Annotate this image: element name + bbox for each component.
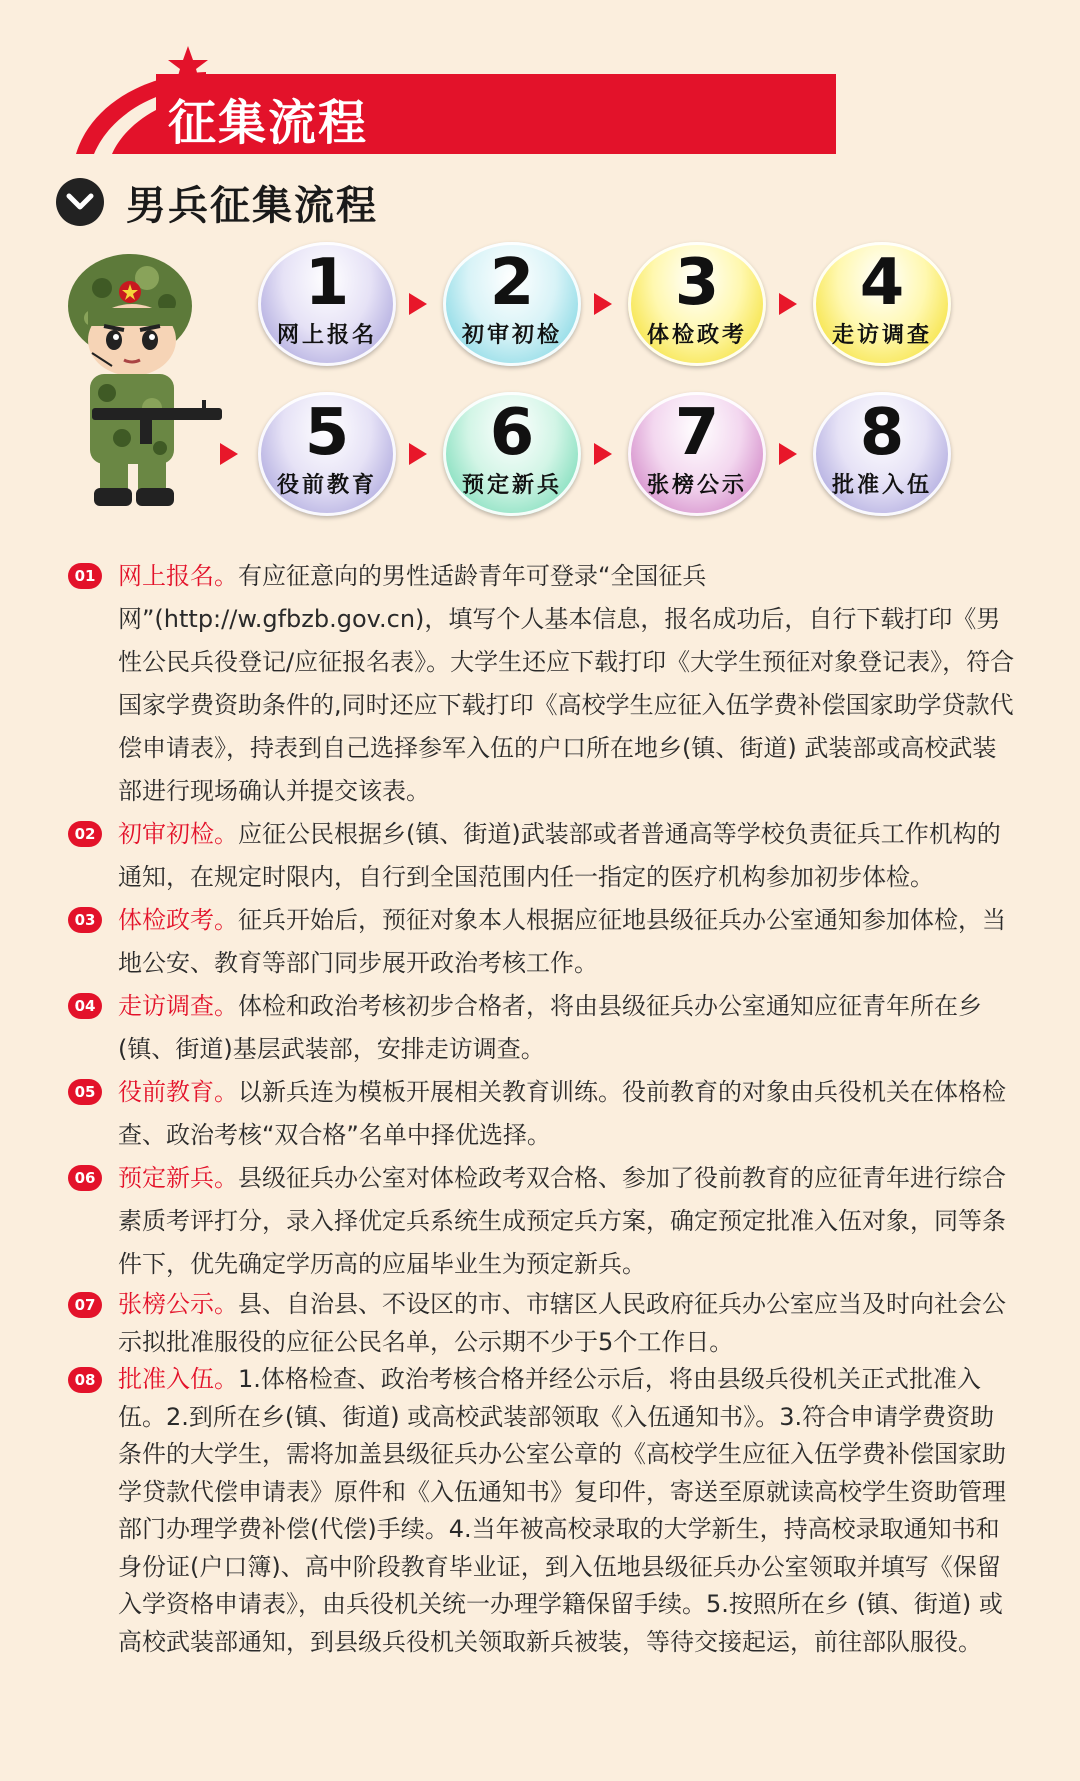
arrow-icon [594,293,612,315]
step-label: 张榜公示 [646,473,747,498]
list-item [68,813,1018,899]
step-number: 8 [859,396,905,470]
step-number: 6 [489,396,535,470]
step-number: 1 [304,246,350,320]
item-title: 张榜公示。 [118,1290,238,1318]
item-text: 县级征兵办公室对体检政考双合格、参加了役前教育的应征青年进行综合素质考评打分，录入择优定兵系统生成预定兵方案，确定预定批准入伍对象，同等条件下，优先确定学历高的应届毕业生为预定新兵。 [118,1164,1006,1278]
chevron-down-icon [56,178,104,226]
arrow-icon [409,443,427,465]
step-2 [443,242,581,366]
list-item [68,1157,1018,1286]
arrow-icon [779,443,797,465]
list-item [68,1286,1018,1361]
item-badge: 08 [68,1367,102,1393]
step-number: 4 [859,246,905,320]
step-label: 批准入伍 [831,473,932,498]
item-text: 1.体格检查、政治考核合格并经公示后，将由县级兵役机关正式批准入伍。2.到所在乡(镇、街道) 或高校武装部领取《入伍通知书》。3.符合申请学费资助条件的大学生，需将加盖县级征兵办公室公章的《高校学生应征入伍学费补偿国家助学贷款代偿申请表》原件和《入伍通知书》复印件，寄送至原就读高校学生资助管理部门办理学费补偿(代偿)手续。4.当年被高校录取的大学新生，持高校录取通知书和身份证(户口簿)、高中阶段教育毕业证，到入伍地县级征兵办公室领取并填写《保留入学资格申请表》，由兵役机关统一办理学籍保留手续。5.按照所在乡 (镇、街道) 或高校武装部通知，到县级兵役机关领取新兵被装，等待交接起运，前往部队服役。 [118,1365,1006,1656]
process-description-list [68,555,1018,1661]
step-label: 体检政考 [646,323,747,348]
item-badge: 03 [68,907,102,933]
item-title: 走访调查。 [118,992,238,1020]
step-6 [443,392,581,516]
item-badge: 05 [68,1079,102,1105]
item-text: 体检和政治考核初步合格者，将由县级征兵办公室通知应征青年所在乡(镇、街道)基层武装部，安排走访调查。 [118,992,982,1063]
item-title: 初审初检。 [118,820,238,848]
step-label: 走访调查 [831,323,932,348]
arrow-icon [220,443,238,465]
item-text: 有应征意向的男性适龄青年可登录“全国征兵网”(http://w.gfbzb.gov.cn)，填写个人基本信息，报名成功后，自行下载打印《男性公民兵役登记/应征报名表》。大学生还应下载打印《大学生预征对象登记表》，符合国家学费资助条件的,同时还应下载打印《高校学生应征入伍学费补偿国家助学贷款代偿申请表》，持表到自己选择参军入伍的户口所在地乡(镇、街道) 武装部或高校武装部进行现场确认并提交该表。 [118,562,1015,805]
item-text: 征兵开始后，预征对象本人根据应征地县级征兵办公室通知参加体检，当地公安、教育等部门同步展开政治考核工作。 [118,906,1006,977]
item-badge: 04 [68,993,102,1019]
step-1 [258,242,396,366]
item-title: 网上报名。 [118,562,238,590]
item-title: 役前教育。 [118,1078,238,1106]
arrow-icon [594,443,612,465]
item-badge: 06 [68,1165,102,1191]
item-title: 预定新兵。 [118,1164,238,1192]
step-7 [628,392,766,516]
step-8 [813,392,951,516]
list-item [68,1361,1018,1661]
step-3 [628,242,766,366]
item-badge: 01 [68,563,102,589]
step-label: 预定新兵 [461,473,562,498]
arrow-icon [779,293,797,315]
item-badge: 07 [68,1292,102,1318]
step-number: 2 [489,246,535,320]
section-heading [56,175,378,229]
banner-title: 征集流程 [168,95,369,151]
item-badge: 02 [68,821,102,847]
header-banner [56,44,836,159]
step-label: 网上报名 [276,323,377,348]
item-text: 应征公民根据乡(镇、街道)武装部或者普通高等学校负责征兵工作机构的通知，在规定时限内，自行到全国范围内任一指定的医疗机构参加初步体检。 [118,820,1001,891]
soldier-illustration [52,248,232,510]
list-item [68,555,1018,813]
item-title: 批准入伍。 [118,1365,238,1393]
step-label: 初审初检 [461,323,562,348]
section-title: 男兵征集流程 [126,182,378,229]
step-4 [813,242,951,366]
arrow-icon [409,293,427,315]
step-number: 3 [674,246,720,320]
item-text: 县、自治县、不设区的市、市辖区人民政府征兵办公室应当及时向社会公示拟批准服役的应征公民名单，公示期不少于5个工作日。 [118,1290,1006,1356]
item-text: 以新兵连为模板开展相关教育训练。役前教育的对象由兵役机关在体格检查、政治考核“双合格”名单中择优选择。 [118,1078,1006,1149]
step-number: 7 [674,396,720,470]
list-item [68,899,1018,985]
step-number: 5 [304,396,350,470]
step-label: 役前教育 [276,473,377,498]
list-item [68,985,1018,1071]
item-title: 体检政考。 [118,906,238,934]
list-item [68,1071,1018,1157]
step-5 [258,392,396,516]
